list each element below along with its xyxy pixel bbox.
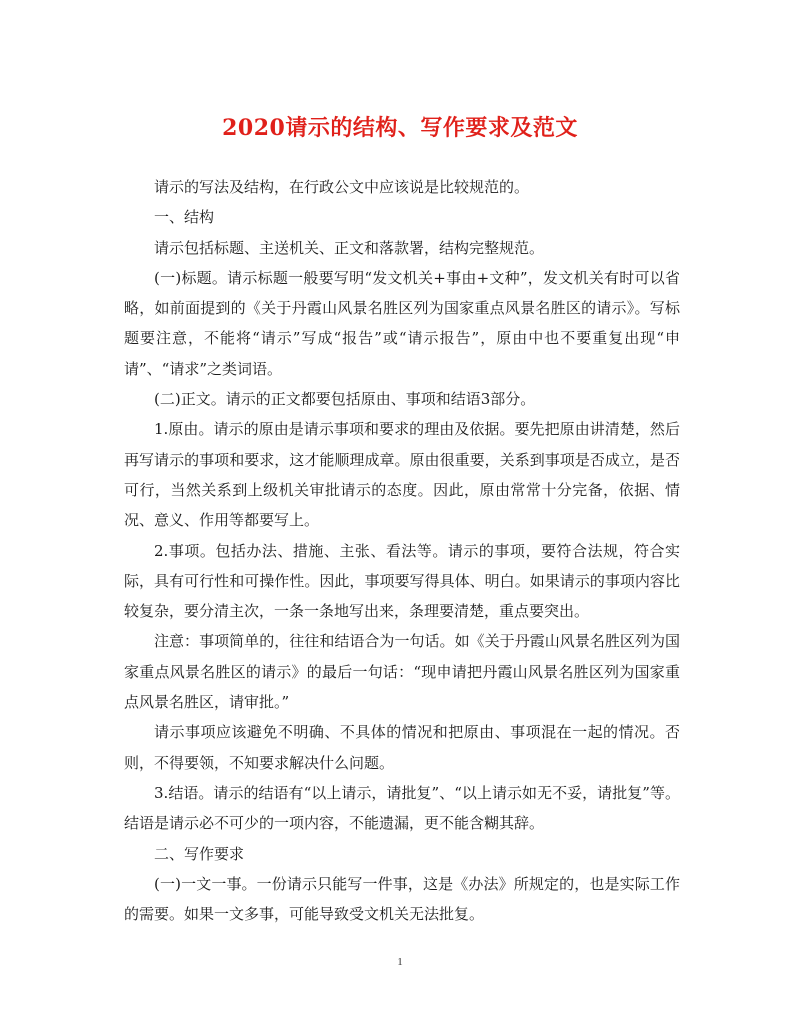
document-body — [124, 172, 680, 929]
paragraph-title-section: (一)标题。请示标题一般要写明“发文机关+事由+文种”，发文机关有时可以省略，如前面提到的《关于丹霞山风景名胜区列为国家重点风景名胜区的请示》。写标题要注意，不能将“请示”写成“报告”或“请示报告”，原由中也不要重复出现“申请”、“请求”之类词语。 — [124, 268, 680, 378]
paragraph-body-section: (二)正文。请示的正文都要包括原由、事项和结语3部分。 — [154, 390, 536, 409]
paragraph-structure-summary: 请示包括标题、主送机关、正文和落款署，结构完整规范。 — [154, 238, 545, 257]
section-heading-structure: 一、结构 — [154, 208, 215, 227]
paragraph-avoid: 请示事项应该避免不明确、不具体的情况和把原由、事项混在一起的情况。否则，不得要领，不知要求解决什么问题。 — [124, 723, 680, 772]
document-title: 2020请示的结构、写作要求及范文 — [222, 115, 578, 141]
page-number: 1 — [397, 956, 403, 968]
paragraph-reason: 1.原由。请示的原由是请示事项和要求的理由及依据。要先把原由讲清楚，然后再写请示的事项和要求，这才能顺理成章。原由很重要，关系到事项是否成立，是否可行，当然关系到上级机关审批请示的态度。因此，原由常常十分完备，依据、情况、意义、作用等都要写上。 — [124, 420, 680, 530]
paragraph-conclusion: 3.结语。请示的结语有“以上请示，请批复”、“以上请示如无不妥，请批复”等。结语是请示必不可少的一项内容，不能遗漏，更不能含糊其辞。 — [124, 783, 680, 833]
section-heading-writing-requirements: 二、写作要求 — [154, 844, 245, 863]
paragraph-note: 注意：事项简单的，往往和结语合为一句话。如《关于丹霞山风景名胜区列为国家重点风景名胜区的请示》的最后一句话：“现申请把丹霞山风景名胜区列为国家重点风景名胜区，请审批。” — [124, 632, 680, 712]
paragraph-one-matter: (一)一文一事。一份请示只能写一件事，这是《办法》所规定的，也是实际工作的需要。如果一文多事，可能导致受文机关无法批复。 — [124, 874, 680, 924]
paragraph-intro: 请示的写法及结构，在行政公文中应该说是比较规范的。 — [154, 178, 530, 196]
paragraph-matters: 2.事项。包括办法、措施、主张、看法等。请示的事项，要符合法规，符合实际，具有可行性和可操作性。因此，事项要写得具体、明白。如果请示的事项内容比较复杂，要分清主次，一条一条地写出来，条理要清楚，重点要突出。 — [124, 541, 680, 621]
